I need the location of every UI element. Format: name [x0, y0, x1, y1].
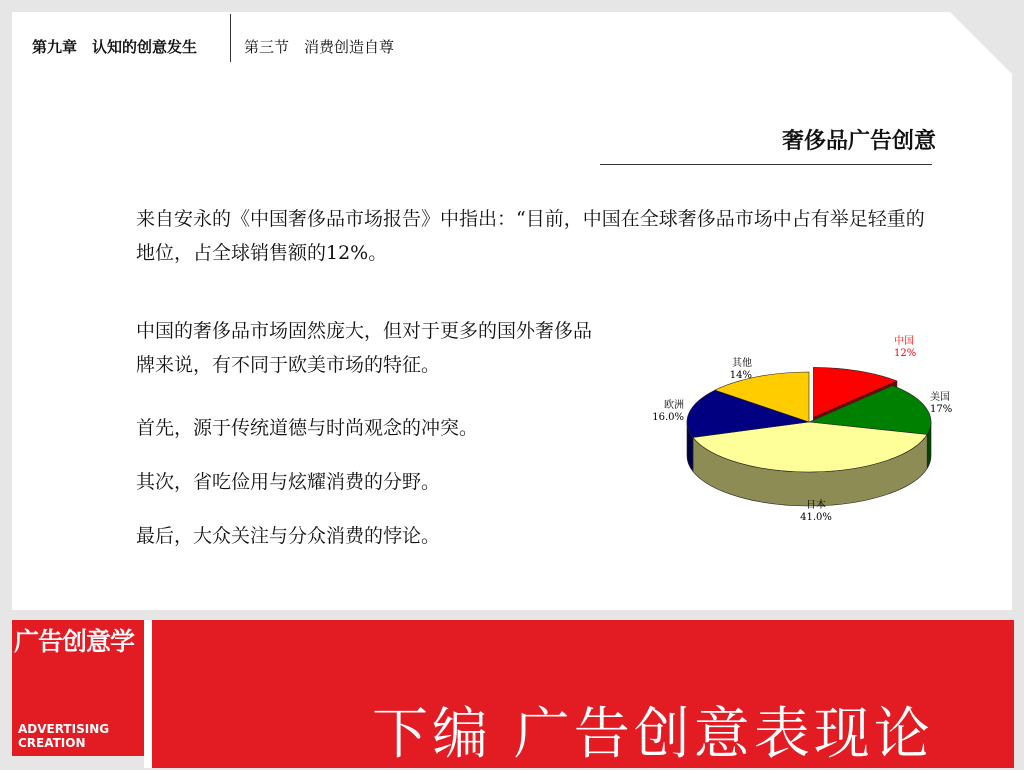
brand-logo-cn: 广告创意学 [14, 627, 135, 656]
footer-separator [144, 620, 152, 768]
header-divider [230, 14, 231, 62]
pie-label-value-2: 41.0% [800, 512, 832, 523]
paragraph-third-point: 最后，大众关注与分众消费的悖论。 [136, 525, 441, 547]
pie-label-name-4: 其他 [732, 358, 752, 369]
pie-label-name-3: 欧洲 [664, 400, 684, 411]
section-label: 第三节 消费创造自尊 [244, 38, 395, 56]
part-title: 下编 广告创意表现论 [372, 702, 934, 767]
pie-label-value-1: 17% [930, 404, 953, 415]
pie-label-name-0: 中国 [894, 336, 914, 347]
pie-label-value-0: 12% [894, 348, 917, 359]
pie-label-value-4: 14% [729, 370, 752, 381]
paragraph-second-point: 其次，省吃俭用与炫耀消费的分野。 [136, 471, 441, 493]
pie-label-name-1: 美国 [930, 392, 950, 403]
pie-label-name-2: 日本 [806, 500, 826, 511]
market-share-pie-chart [644, 330, 964, 540]
paragraph-report-quote: 来自安永的《中国奢侈品市场报告》中指出：“目前，中国在全球奢侈品市场中占有举足轻重的地位，占全球销售额的12%。 [136, 208, 925, 264]
paragraph-first-point: 首先，源于传统道德与时尚观念的冲突。 [136, 417, 479, 439]
paragraph-market-feature: 中国的奢侈品市场固然庞大，但对于更多的国外奢侈品牌来说，有不同于欧美市场的特征。 [136, 320, 593, 376]
brand-logo-en [18, 722, 109, 750]
chapter-label: 第九章 认知的创意发生 [32, 38, 198, 56]
brand-en-line2: CREATION [18, 736, 86, 750]
slide-title: 奢侈品广告创意 [781, 129, 936, 154]
pie-label-value-3: 16.0% [652, 412, 684, 423]
title-underline [600, 164, 932, 165]
brand-en-line1: ADVERTISING [18, 722, 110, 736]
